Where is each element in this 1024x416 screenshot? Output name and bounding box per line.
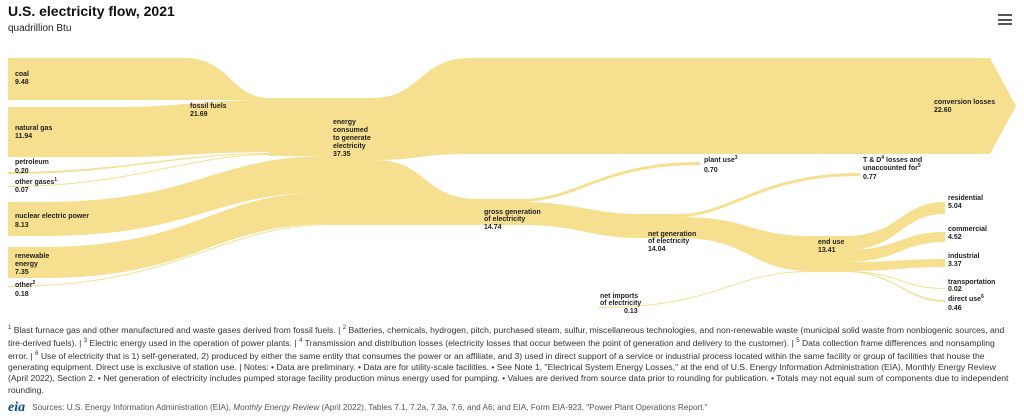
value-net-imports: 0.13 xyxy=(624,308,638,315)
note-4: Transmission and distribution losses (electricity losses that occur between the point of generation and delivery to the customer). | xyxy=(304,337,794,348)
label-end-use: end use xyxy=(818,239,845,246)
label-td-losses-1: T & $D^4$ losses and xyxy=(863,155,923,164)
note-1: Blast furnace gas and other manufactured and waste gases derived from fossil fuels. | xyxy=(13,324,341,335)
note-2: Batteries, chemicals, hydrogen, pitch, purchased steam, sulfur, miscellaneous technologies, and non-renewable waste (municipal solid waste from nonbiogenic sources, and tire-derived fuels). | xyxy=(8,324,1005,348)
chart-subtitle: quadrillion Btu xyxy=(8,23,72,34)
value-conversion-losses: 22.60 xyxy=(934,107,952,114)
source-text-1: Sources: U.S. Energy Information Administration (EIA), xyxy=(32,403,234,412)
label-coal: coal xyxy=(15,71,30,78)
note-5: Data collection frame differences and nonsampling error. | xyxy=(8,337,995,361)
label-industrial: industrial xyxy=(948,253,980,260)
flow-plant-use xyxy=(519,162,700,202)
flow-fossil-fuels xyxy=(269,98,331,156)
label-petroleum: petroleum xyxy=(15,159,49,166)
value-commercial: 4.52 xyxy=(948,234,962,241)
label-renewable-2: energy xyxy=(15,261,38,268)
flow-direct-use-2 xyxy=(845,271,945,302)
value-energy-consumed: 37.35 xyxy=(333,151,351,158)
label-other-gases: other gases$^1$ xyxy=(15,177,58,186)
label-net-generation-1: net generation xyxy=(648,231,697,238)
flow-td-losses xyxy=(679,173,860,217)
label-energy-consumed-2: consumed xyxy=(333,127,369,134)
value-gross-generation: 14.74 xyxy=(484,224,502,231)
label-natural-gas: natural gas xyxy=(15,125,53,132)
label-fossil-fuels: fossil fuels xyxy=(190,103,227,110)
label-other: other$^2$ xyxy=(15,280,36,289)
flow-transportation xyxy=(845,271,945,289)
value-net-generation: 14.04 xyxy=(648,246,666,253)
label-direct-use: direct use$^6$ xyxy=(948,294,984,303)
label-renewable-1: renewable xyxy=(15,253,50,260)
label-gross-generation-1: gross generation xyxy=(484,209,541,216)
value-transportation: 0.02 xyxy=(948,286,962,293)
flow-conversion-losses xyxy=(373,58,1016,160)
value-renewable: 7.35 xyxy=(15,269,29,276)
value-coal: 9.48 xyxy=(15,79,29,86)
label-commercial: commercial xyxy=(948,226,987,233)
chart-title: U.S. electricity flow, 2021 xyxy=(8,3,175,19)
label-residential: residential xyxy=(948,195,984,202)
label-plant-use: plant use$^3$ xyxy=(704,155,738,164)
footnotes: $^1$ Blast furnace gas and other manufactured and waste gases derived from fossil fuels. | $^2$ Batteries, chemicals, hydrogen, pitch, purchased steam, sulfur, miscellaneous technologies, and non-renewable waste (municipal solid waste from nonbiogenic sources, and tire-derived fuels). | $^3$ Electric energy used in the operation of power plants. | $^4$ Transmission and distribution losses (electricity losses that occur between the point of generation and delivery to the customer). | $^5$ Data collection frame differences and nonsampling error. | $^6$ Use of electricity that is 1) self-generated, 2) produced by either the same entity that consumes the power or an affiliate, and 3) used in direct support of a service or industrial process located within the same facility or group of facilities that house the generating equipment. Direct use is exclusive of station use. | Notes: • Data are preliminary. • Data are for utility-scale facilities. • See Note 1, "Electrical System Energy Losses," at the end of U.S. Energy Information Administration (EIA), Monthly Energy Review (April 2022), Section 2. • Net generation of electricity includes pumped storage facility production minus energy used for pumping. • Values are derived from source data prior to rounding for publication. • Totals may not equal sum of components due to independent rounding. xyxy=(8,324,1009,395)
flow-to-end-use xyxy=(679,217,810,271)
label-energy-consumed-4: electricity xyxy=(333,143,366,150)
label-net-imports-2: of electricity xyxy=(600,300,642,307)
flow-coal xyxy=(8,58,270,100)
value-direct-use: 0.46 xyxy=(948,305,962,312)
label-energy-consumed-3: to generate xyxy=(333,135,371,142)
value-industrial: 3.37 xyxy=(948,261,962,268)
value-other-gases: 0.07 xyxy=(15,187,29,194)
source-text-italic: Monthly Energy Review xyxy=(233,403,320,412)
value-nuclear: 8.13 xyxy=(15,222,29,229)
note-3: Electric energy used in the operation of power plants. | xyxy=(89,337,297,348)
value-petroleum: 0.20 xyxy=(15,168,29,175)
flow-to-net-generation xyxy=(519,202,640,238)
label-td-losses-2: unaccounted for$^5$ xyxy=(863,163,921,172)
label-nuclear: nuclear electric power xyxy=(15,213,89,220)
label-conversion-losses: conversion losses xyxy=(934,99,996,106)
value-fossil-fuels: 21.69 xyxy=(190,111,208,118)
source-line xyxy=(8,400,708,416)
label-net-imports-1: net imports xyxy=(600,293,639,300)
value-natural-gas: 11.94 xyxy=(15,133,33,140)
eia-logo: eia xyxy=(8,400,26,415)
label-transportation: transportation xyxy=(948,279,996,286)
value-plant-use: 0.70 xyxy=(704,167,718,174)
value-td-losses: 0.77 xyxy=(863,174,877,181)
label-gross-generation-2: of electricity xyxy=(484,216,526,223)
flow-to-gross-generation xyxy=(373,160,480,225)
note-6: Use of electricity that is 1) self-generated, 2) produced by either the same entity that consumes the power or an affiliate, and 3) used in direct support of a service or industrial process located within the same facility or group of facilities that house the generating equipment. Direct use is exclusive of station use. | Notes: • Data are preliminary. • Data are for utility-scale facilities. • See Note 1, "Electrical System Energy Losses," at the end of U.S. Energy Information Administration (EIA), Monthly Energy Review (April 2022), Section 2. • Net generation of electricity includes pumped storage facility production minus energy used for pumping. • Values are derived from source data prior to rounding for publication. • Totals may not equal sum of components due to independent rounding. xyxy=(8,350,1009,395)
label-net-generation-2: of electricity xyxy=(648,238,690,245)
value-residential: 5.04 xyxy=(948,203,962,210)
source-text-2: (April 2022), Tables 7.1, 7.2a, 7.3a, 7.6, and A6; and EIA, Form EIA-923, "Power Plant Operations Report." xyxy=(319,403,708,412)
value-other: 0.18 xyxy=(15,291,29,298)
label-energy-consumed-1: energy xyxy=(333,119,356,126)
value-end-use: 13.41 xyxy=(818,247,836,254)
node-energy-consumed xyxy=(330,98,374,225)
